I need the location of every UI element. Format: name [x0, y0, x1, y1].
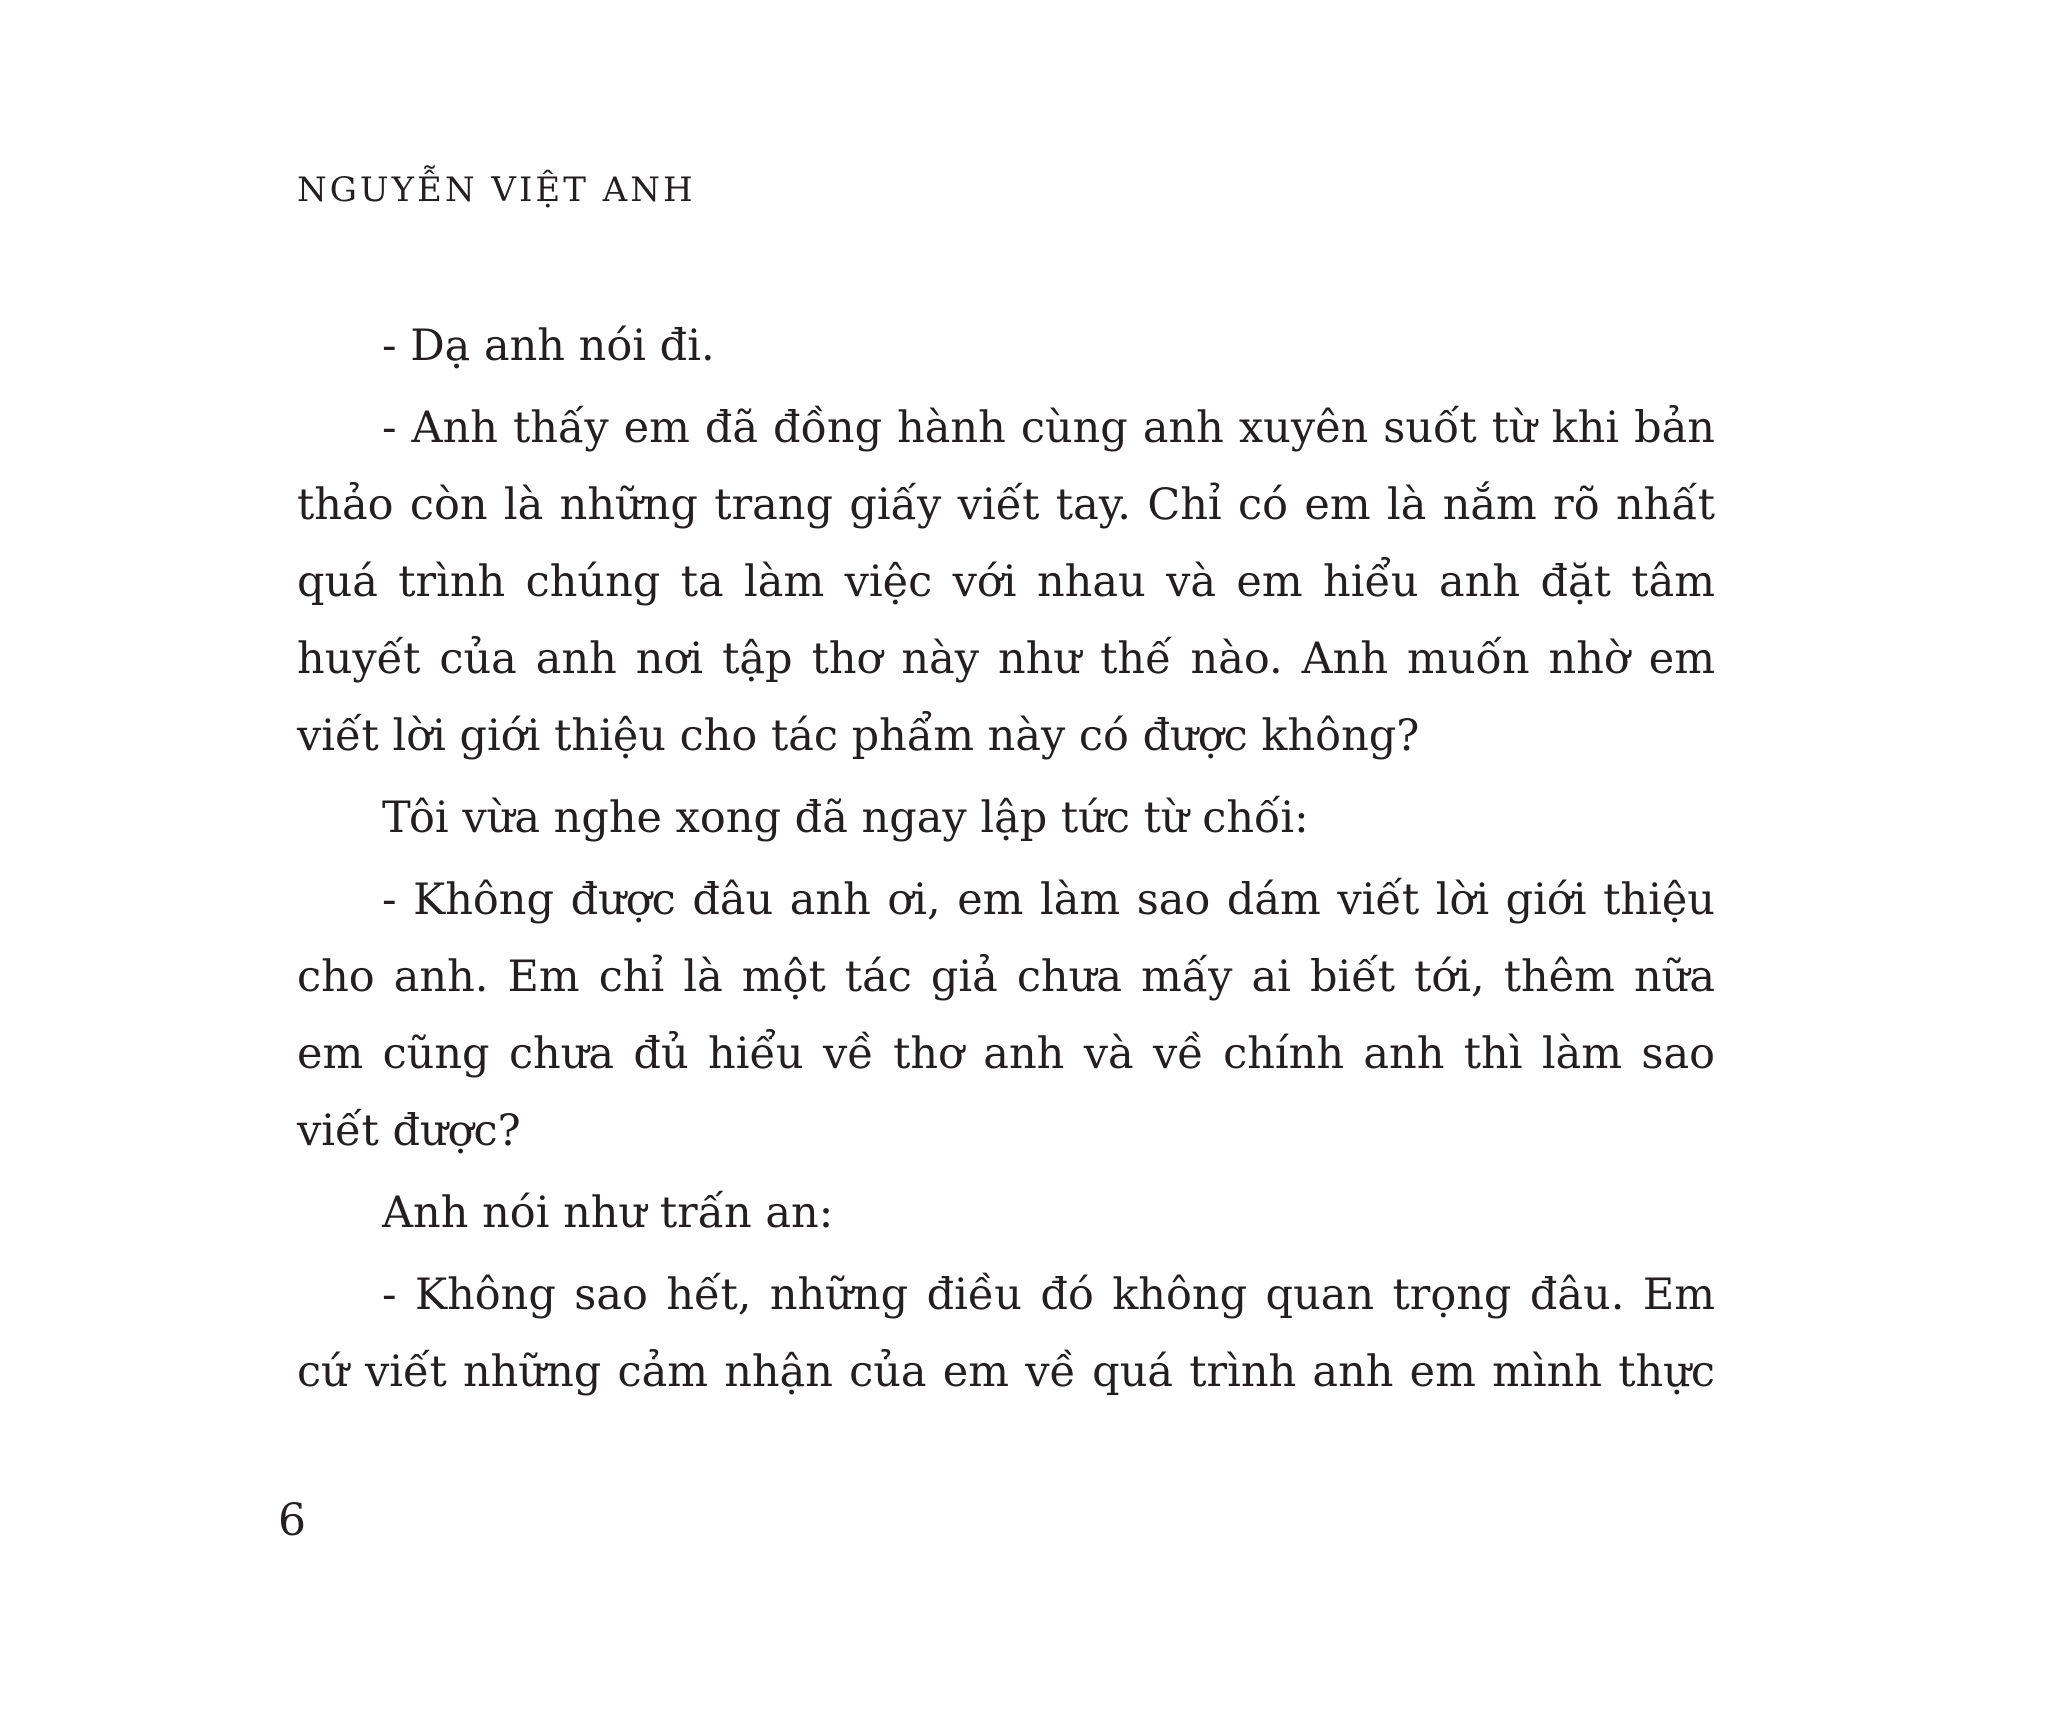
- running-header: NGUYỄN VIỆT ANH: [297, 170, 696, 210]
- text-line: thảo còn là những trang giấy viết tay. Chỉ có em là nắm rõ nhất: [297, 480, 1715, 530]
- text-line: huyết của anh nơi tập thơ này như thế nào. Anh muốn nhờ em: [297, 634, 1715, 684]
- text-line: cứ viết những cảm nhận của em về quá trình anh em mình thực: [297, 1347, 1715, 1397]
- paragraph: [297, 1175, 1715, 1252]
- paragraph: [297, 1257, 1715, 1411]
- paragraph: [297, 390, 1715, 775]
- text-line: - Anh thấy em đã đồng hành cùng anh xuyên suốt từ khi bản: [382, 403, 1715, 453]
- text-line: viết lời giới thiệu cho tác phẩm này có được không?: [297, 711, 1420, 761]
- text-line: - Không sao hết, những điều đó không quan trọng đâu. Em: [382, 1270, 1715, 1320]
- text-line: Tôi vừa nghe xong đã ngay lập tức từ chối:: [382, 793, 1309, 843]
- paragraph: [297, 862, 1715, 1170]
- body-text: [297, 308, 1715, 1411]
- text-line: Anh nói như trấn an:: [382, 1188, 834, 1238]
- text-line: em cũng chưa đủ hiểu về thơ anh và về chính anh thì làm sao: [297, 1029, 1715, 1079]
- paragraph: [297, 308, 1715, 385]
- paragraph: [297, 780, 1715, 857]
- text-line: quá trình chúng ta làm việc với nhau và em hiểu anh đặt tâm: [297, 557, 1715, 607]
- text-line: - Dạ anh nói đi.: [382, 321, 715, 371]
- text-line: - Không được đâu anh ơi, em làm sao dám viết lời giới thiệu: [382, 875, 1715, 925]
- page-number: 6: [278, 1495, 306, 1546]
- text-line: viết được?: [297, 1106, 521, 1156]
- text-line: cho anh. Em chỉ là một tác giả chưa mấy ai biết tới, thêm nữa: [297, 952, 1715, 1002]
